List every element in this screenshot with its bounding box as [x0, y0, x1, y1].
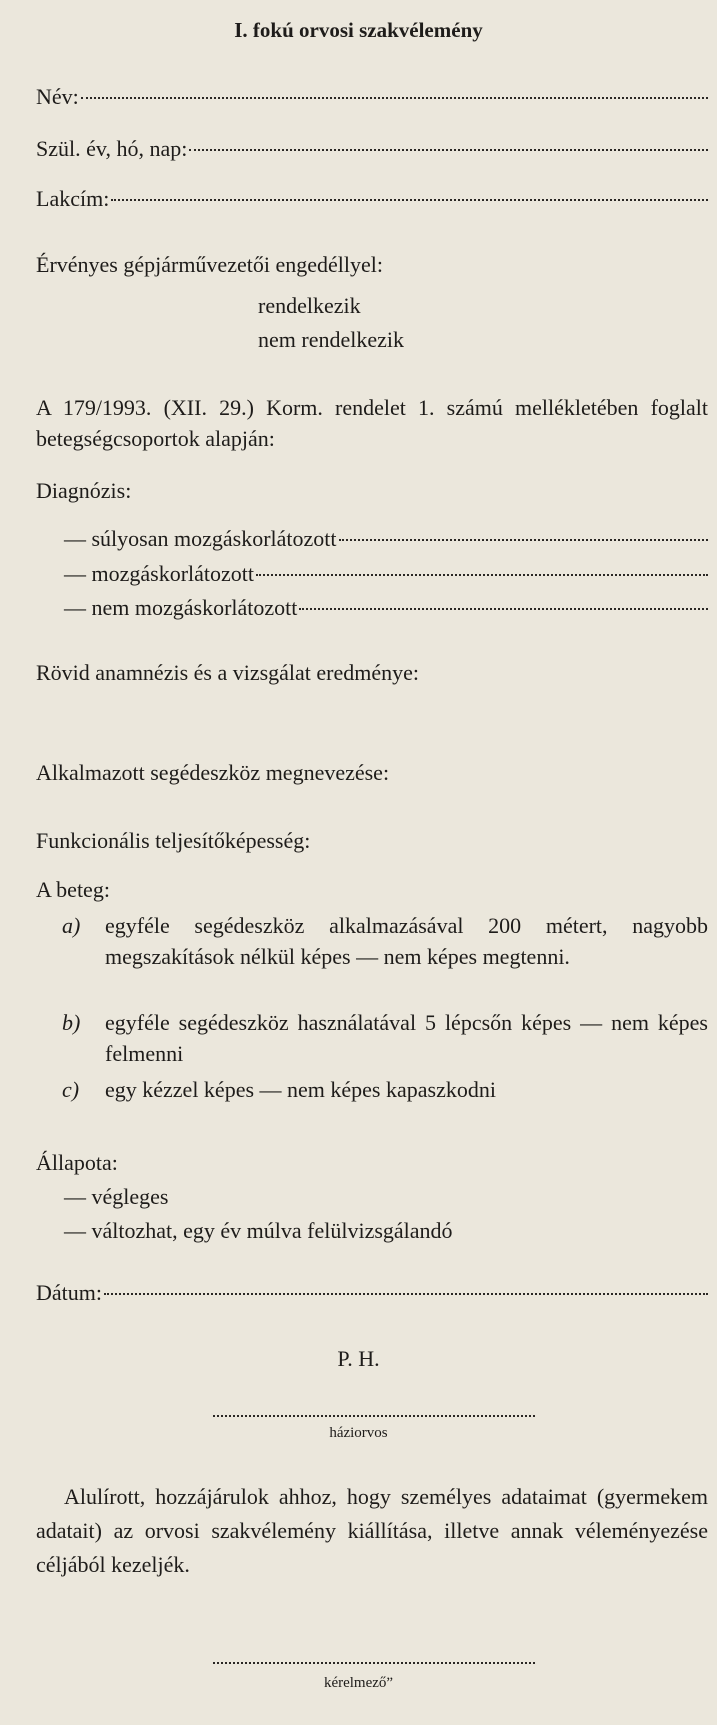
doctor-signature-label: háziorvos [329, 1425, 388, 1441]
name-field [36, 84, 708, 110]
address-fill-line[interactable] [111, 199, 708, 201]
patient-item-text: egyféle segédeszköz alkalmazásával 200 métert, nagyobb megszakítások nélkül képes — nem képes megtenni. [105, 913, 708, 969]
diagnosis-item-label: — nem mozgáskorlátozott [64, 595, 298, 620]
condition-label: Állapota: [36, 1150, 118, 1175]
patient-item-text: egyféle segédeszköz használatával 5 lépcsőn képes — nem képes felmenni [105, 1010, 708, 1066]
diagnosis-fill-line[interactable] [339, 539, 708, 541]
diagnosis-fill-line[interactable] [299, 608, 708, 610]
stamp-placeholder: P. H. [337, 1346, 380, 1371]
decree-text: A 179/1993. (XII. 29.) Korm. rendelet 1. számú mellékletében foglalt betegségcsoportok alapján: [36, 395, 708, 451]
form-title: I. fokú orvosi szakvélemény [234, 18, 483, 42]
condition-item-changeable[interactable]: — változhat, egy év múlva felülvizsgálandó [64, 1218, 453, 1243]
date-field [36, 1280, 708, 1306]
consent-text: Alulírott, hozzájárulok ahhoz, hogy személyes adataimat (gyermekem adatait) az orvosi szakvélemény kiállítása, illetve annak véleményezése céljából kezeljék. [36, 1484, 708, 1577]
date-fill-line[interactable] [104, 1293, 708, 1295]
applicant-signature-label: kérelmező” [323, 1675, 394, 1691]
applicant-signature-line[interactable] [213, 1662, 535, 1664]
aid-label: Alkalmazott segédeszköz megnevezése: [36, 760, 390, 785]
date-label: Dátum: [36, 1280, 102, 1305]
name-label: Név: [36, 84, 79, 109]
address-field [36, 186, 708, 212]
diagnosis-label: Diagnózis: [36, 478, 132, 503]
anamnesis-label: Rövid anamnézis és a vizsgálat eredménye: [36, 660, 420, 685]
patient-item-letter: a) [62, 913, 81, 938]
diagnosis-fill-line[interactable] [256, 574, 708, 576]
patient-item-letter: b) [62, 1010, 81, 1035]
license-option-has-not[interactable]: nem rendelkezik [258, 327, 404, 352]
birth-date-field [36, 136, 708, 162]
doctor-signature-line[interactable] [213, 1415, 535, 1417]
condition-item-permanent[interactable]: — végleges [64, 1184, 169, 1209]
patient-label: A beteg: [36, 877, 110, 902]
birth-date-fill-line[interactable] [189, 149, 708, 151]
birth-date-label: Szül. év, hó, nap: [36, 136, 188, 161]
diagnosis-item-label: — súlyosan mozgáskorlátozott [64, 526, 337, 551]
diagnosis-item [64, 595, 708, 621]
license-option-has[interactable]: rendelkezik [258, 293, 361, 318]
address-label: Lakcím: [36, 186, 110, 211]
license-heading: Érvényes gépjárművezetői engedéllyel: [36, 252, 383, 277]
patient-item-letter: c) [62, 1077, 80, 1102]
patient-item-text: egy kézzel képes — nem képes kapaszkodni [105, 1077, 496, 1102]
name-fill-line[interactable] [81, 97, 708, 99]
diagnosis-item [64, 561, 708, 587]
diagnosis-item-label: — mozgáskorlátozott [64, 561, 255, 586]
diagnosis-item [64, 526, 708, 552]
functional-label: Funkcionális teljesítőképesség: [36, 828, 311, 853]
